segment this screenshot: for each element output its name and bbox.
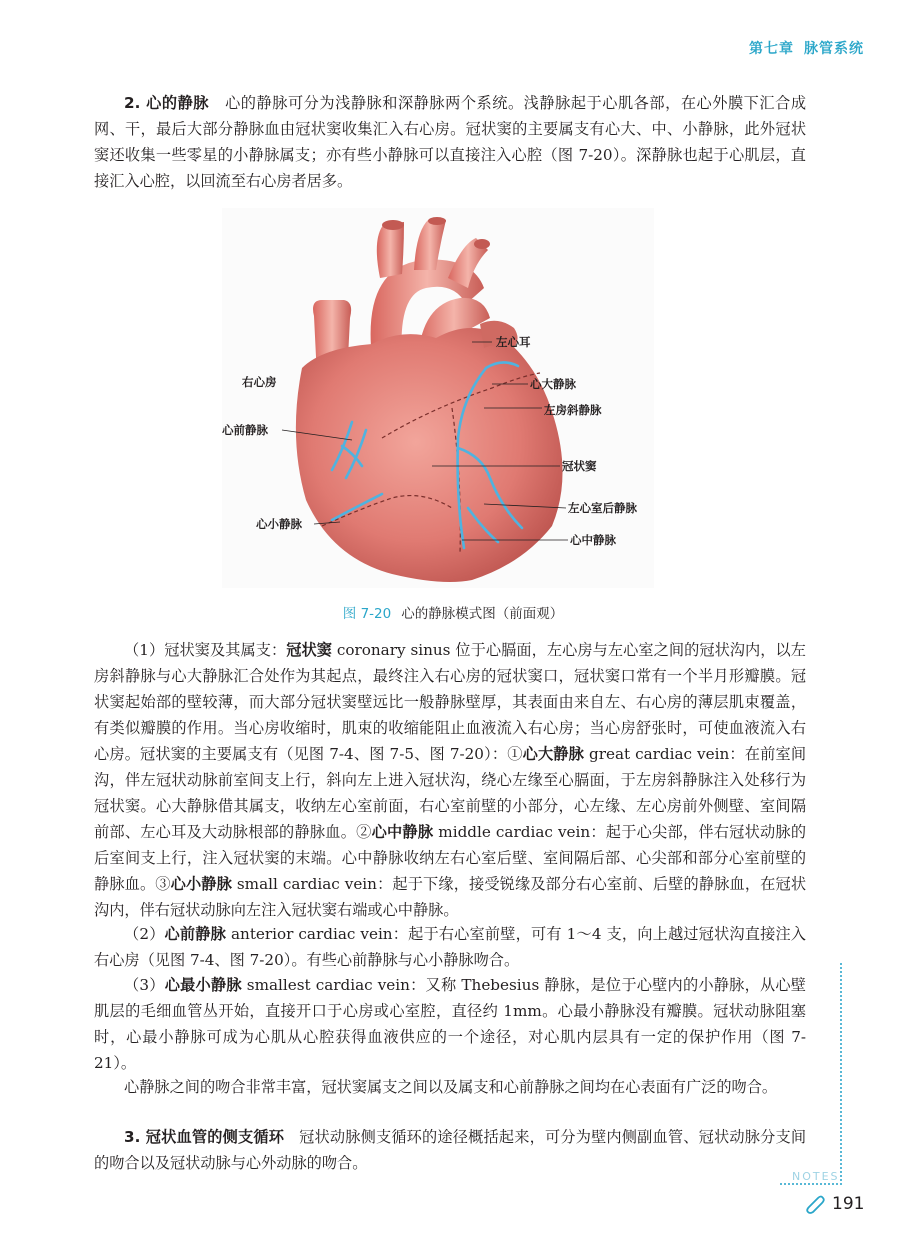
- figure-number: 图 7-20: [342, 606, 392, 622]
- paragraph-coronary-sinus: [94, 637, 806, 923]
- text-run: small cardiac vein：起于下缘，接受锐缘及部分右心室前、后壁的静脉血，在冠状沟内，伴右冠状动脉向左注入冠状窦右端或心中静脉。: [94, 875, 807, 919]
- heart-body: [296, 328, 563, 582]
- intro-paragraph: [94, 90, 806, 194]
- term-middle-cardiac-vein: 心中静脉: [371, 823, 434, 841]
- section-heading: 3. 冠状血管的侧支循环: [124, 1128, 285, 1146]
- notes-label: NOTES: [792, 1170, 840, 1183]
- label-great-cardiac-vein: 心大静脉: [530, 377, 576, 391]
- label-coronary-sinus: 冠状窦: [562, 459, 597, 473]
- chapter-title: 脉管系统: [804, 41, 864, 57]
- notes-margin-box: [780, 963, 842, 1185]
- text-run: 心静脉之间的吻合非常丰富，冠状窦属支之间以及属支和心前静脉之间均在心表面有广泛的吻合。: [124, 1078, 778, 1096]
- label-oblique-vein: 左房斜静脉: [544, 403, 602, 417]
- label-middle-cardiac-vein: 心中静脉: [570, 533, 616, 547]
- text-run: coronary sinus 位于心膈面，左心房与左心室之间的冠状沟内，以左房斜静脉与心大静脉汇合处作为其起点，最终注入右心房的冠状窦口，冠状窦口常有一个半月形瓣膜。冠状窦起始部的壁较薄，而大部分冠状窦壁远比一般静脉壁厚，其表面由来自左、右心房的薄层肌束覆盖，有类似瓣膜的作用。当心房收缩时，肌束的收缩能阻止血液流入右心房；当心房舒张时，可使血液流入右心房。冠状窦的主要属支有（见图 7-4、图 7-5、图 7-20）：①: [94, 641, 806, 763]
- text-run: （2）: [124, 925, 165, 943]
- term-smallest-cardiac-vein: 心最小静脉: [164, 976, 242, 994]
- running-header: [739, 38, 864, 58]
- intro-text: 心的静脉可分为浅静脉和深静脉两个系统。浅静脉起于心肌各部，在心外膜下汇合成网、干，最后大部分静脉血由冠状窦收集汇入右心房。冠状窦的主要属支有心大、中、小静脉，此外冠状窦还收集一些零星的小静脉属支；亦有些小静脉可以直接注入心腔（图 7-20）。深静脉也起于心肌层，直接汇入心腔，以回流至右心房者居多。: [94, 94, 807, 190]
- paragraph-anterior-cardiac-vein: [94, 921, 806, 973]
- term-anterior-cardiac-vein: 心前静脉: [164, 925, 226, 943]
- text-run: （3）: [124, 976, 165, 994]
- label-left-auricle: 左心耳: [496, 335, 531, 349]
- paragraph-anastomosis: [94, 1074, 806, 1100]
- term-small-cardiac-vein: 心小静脉: [170, 875, 232, 893]
- paragraph-smallest-cardiac-vein: [94, 972, 806, 1076]
- label-right-atrium: 右心房: [242, 375, 277, 389]
- label-small-cardiac-vein: 心小静脉: [256, 517, 302, 531]
- term-great-cardiac-vein: 心大静脉: [522, 745, 584, 763]
- page-number: 191: [832, 1194, 865, 1214]
- text-run: great cardiac vein：在前室间沟，伴左冠状动脉前室间支上行，斜向左上进入冠状沟，绕心左缘至心膈面，于左房斜静脉注入处移行为冠状窦。心大静脉借其属支，收纳左心室前面，右心室前壁的小部分，心左缘、左心房前外侧壁、室间隔前部、左心耳及大动脉根部的静脉血。②: [94, 745, 807, 841]
- text-run: 冠状动脉侧支循环的途径概括起来，可分为壁内侧副血管、冠状动脉分支间的吻合以及冠状动脉与心外动脉的吻合。: [94, 1128, 807, 1172]
- paperclip-icon: [804, 1192, 826, 1214]
- chapter-label: 第七章: [749, 41, 794, 57]
- figure-caption: [0, 602, 906, 622]
- label-posterior-lv-vein: 左心室后静脉: [568, 501, 637, 515]
- figure-caption-text: 心的静脉模式图（前面观）: [401, 606, 564, 622]
- text-run: （1）冠状窦及其属支：: [124, 641, 287, 659]
- brachiocephalic-trunk: [377, 222, 404, 278]
- section-heading: 2. 心的静脉: [124, 94, 210, 112]
- term-coronary-sinus: 冠状窦: [286, 641, 332, 659]
- heart-veins-figure: [222, 208, 654, 588]
- text-run: anterior cardiac vein：起于右心室前壁，可有 1～4 支，向上越过冠状沟直接注入右心房（见图 7-4、图 7-20）。有些心前静脉与心小静脉吻合。: [94, 925, 806, 969]
- text-run: smallest cardiac vein：又称 Thebesius 静脉，是位于心壁内的小静脉，从心壁肌层的毛细血管丛开始，直接开口于心房或心室腔，直径约 1mm。心最小静脉没有瓣膜。冠状动脉阻塞时，心最小静脉可成为心肌从心腔获得血液供应的一个途径，对心肌内层具有一定的保护作用（图 7-21）。: [94, 976, 806, 1072]
- paragraph-collateral-circulation: [94, 1124, 806, 1176]
- label-anterior-cardiac-vein: 心前静脉: [222, 423, 268, 437]
- text-run: middle cardiac vein：起于心尖部，伴右冠状动脉的后室间支上行，注入冠状窦的末端。心中静脉收纳左右心室后壁、室间隔后部、心尖部和部分心室前壁的静脉血。③: [94, 823, 807, 893]
